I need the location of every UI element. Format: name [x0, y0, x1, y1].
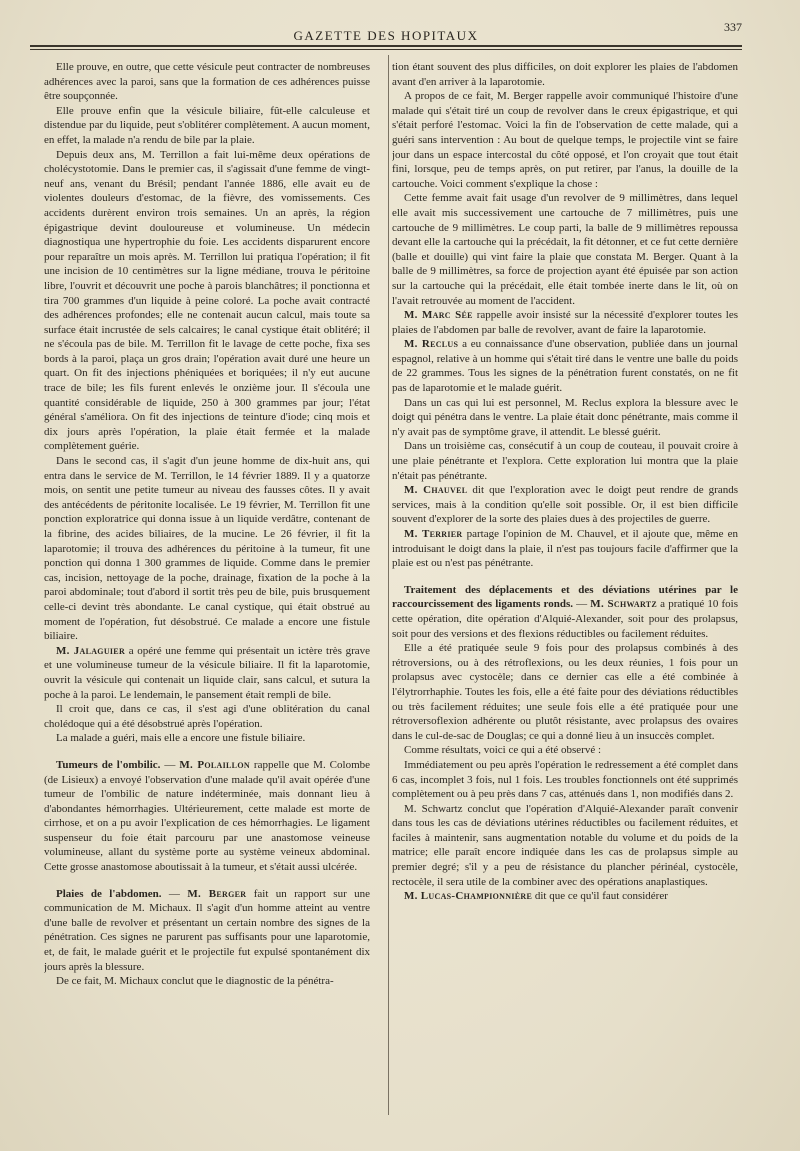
column-divider [388, 55, 389, 1115]
speaker-name: M. Terrier [404, 528, 463, 540]
left-column [44, 60, 370, 1120]
speaker-name: M. Reclus [404, 338, 459, 351]
section-title: Tumeurs de l'ombilic. [56, 758, 161, 771]
speaker-name: M. Schwartz [590, 598, 658, 611]
paragraph-text: a eu connaissance d'une observation, publiée dans un journal espagnol, relative à un homme qui s'était tiré dans le ventre une balle du poids de 22 grammes. Tous les signes de la pénétration furent constatés, on ne fit pas de laparotomie et le malade guérit. [392, 338, 738, 395]
paragraph: Comme résultats, voici ce qui a été observé : [404, 744, 602, 757]
paragraph-text: fait un rapport sur une communication de M. Michaux. Il s'agit d'un homme atteint au ventre d'une balle de revolver et présentant un certain nombre des signes de la pénétration. Ces signes ne parurent pas suffisants pour une laparotomie, et, de fait, le malade guérit et le projectile fut expulsé spontanément dix jours après la blessure. [44, 887, 370, 973]
paragraph-text: dit que ce qu'il faut considérer [532, 890, 668, 903]
speaker-name: M. Polaillon [179, 758, 250, 771]
paragraph-text: rappelle avoir insisté sur la nécessité d'explorer toutes les plaies de l'abdomen par balle de revolver, avant de faire la laparotomie. [392, 309, 738, 336]
paragraph [44, 644, 370, 702]
speaker-name: M. Berger [187, 887, 247, 900]
paragraph-text: a pratiqué 10 fois cette opération, dite opération d'Alquié-Alexander, soit pour des prolapsus, soit pour des versions et des flexions réductibles ou facilement réduites. [392, 598, 738, 640]
section-dash: — [573, 598, 591, 611]
section-dash: — [161, 887, 188, 900]
paragraph: La malade a guéri, mais elle a encore une fistule biliaire. [56, 732, 306, 745]
section-title: Traitement des déplacements et des déviations utérines par le raccourcissement des ligaments ronds. [392, 583, 738, 611]
paragraph: Elle prouve enfin que la vésicule biliaire, fût-elle calculeuse et distendue par du liquide, peut s'oblitérer complètement. A aucun moment, en effet, la malade n'a rendu de bile par la plaie. [44, 104, 370, 146]
page-header [30, 20, 742, 48]
paragraph: Dans un cas qui lui est personnel, M. Reclus explora la blessure avec le doigt qui pénétra dans le ventre. La plaie était donc pénétrante, mais comme il n'y avait pas de symptôme grave, il attendit. Le blessé guérit. [392, 396, 738, 438]
paragraph: Il croit que, dans ce cas, il s'est agi d'une oblitération du canal cholédoque qui a été désobstrué après l'opération. [44, 703, 370, 730]
paragraph-text: dit que l'exploration avec le doigt peut rendre de grands services, mais à la condition qu'elle soit possible. Or, il est bien difficile souvent d'explorer de la sorte des plaies dues à des projectiles de guerre. [392, 484, 738, 526]
paragraph: Dans le second cas, il s'agit d'un jeune homme de dix-huit ans, qui entra dans le service de M. Terrillon, le 14 février 1889. Il y a quatorze mois, on sentit une petite tumeur au niveau des fausses côtes. Il y avait des antécédents de péritonite localisée. Le 19 février, M. Terrillon fit une ponction exploratrice qui donna issue à un liquide verdâtre, contenant de la fibrine, des acides biliaires, de la mucine. Le 26 février, il fit la laparotomie; il trouva des adhérences du péritoine à la tumeur, fit une ponction qui donna 1 300 grammes de liquide. Comme dans le premier cas, incision, nettoyage de la poche, drainage, fixation de la poche à la paroi abdominale; tout d'abord il sortit très peu de bile, puis brusquement celle-ci devint très abondante. Le canal cystique, qui était obstrué au moment de l'opération, fut désobstrué. Ce malade a encore une fistule biliaire. [44, 455, 370, 643]
section-paragraph [392, 583, 738, 641]
header-rule-thick [30, 45, 742, 47]
speaker-name: M. Lucas-Championnière [404, 890, 533, 903]
paragraph: Elle prouve, en outre, que cette vésicule peut contracter de nombreuses adhérences avec la paroi, sans que la formation de ces adhérences puisse être soupçonnée. [44, 61, 370, 103]
section-paragraph [44, 887, 370, 975]
speaker-name: M. Jalaguier [56, 644, 126, 657]
paragraph [392, 889, 738, 904]
paragraph: Cette femme avait fait usage d'un revolver de 9 millimètres, dans lequel elle avait mis successivement une cartouche de 7 millimètres, puis une cartouche de 9 millimètres. Le coup parti, la balle de 9 millimètres repoussa devant elle la cartouche qui la précédait, la fit détonner, et ce fut cette dernière (balle et douille) qui vint faire la plaie que constata M. Berger. Quant à la balle de 9 millimètres, sa force de projection ayant été épuisée par son action sur la cartouche qui la précédait, elle était tombée inerte dans le lit, où on l'avait retrouvée au moment de l'accident. [392, 192, 738, 307]
paragraph [392, 308, 738, 337]
paragraph [392, 527, 738, 571]
spacer [392, 571, 738, 583]
section-dash: — [160, 758, 180, 771]
right-column [392, 60, 738, 1120]
page-number: 337 [724, 20, 742, 34]
paragraph: De ce fait, M. Michaux conclut que le diagnostic de la pénétra- [56, 975, 334, 988]
paragraph [392, 483, 738, 527]
paragraph-text: rappelle que M. Colombe (de Lisieux) a envoyé l'observation d'une malade qu'il avait opérée d'une tumeur de l'ombilic de nature indéterminée, mais donnant lieu à d'abondantes hémorrhagies. Ultérieurement, cette malade est morte de cirrhose, et on a pu avoir l'explication de ces hémorrhagies. Le ligament suspenseur du foie était parcouru par une anastomose veineuse volumineuse, allant du système porte au système veineux abdominal. Cette grosse anastomose aboutissait à la tumeur, et s'était aussi ulcérée. [44, 758, 370, 874]
speaker-name: M. Marc Sée [404, 309, 473, 322]
section-title: Plaies de l'abdomen. [56, 887, 162, 900]
running-title: GAZETTE DES HOPITAUX [293, 28, 479, 43]
paragraph: A propos de ce fait, M. Berger rappelle avoir communiqué l'histoire d'une malade qui s'était tiré un coup de revolver dans le creux épigastrique, et qui s'était perforé l'estomac. Voici la fin de l'observation de cette malade, qui a guéri sans intervention : Au bout de quelque temps, le projectile vint se faire jour dans un espace intercostal du côté opposé, et l'on croyait que tout était fini, lorsque, peu de temps après, on put retirer, par l'anus, la douille de la cartouche. Voici comment s'explique la chose : [392, 90, 738, 190]
paragraph: Dans un troisième cas, consécutif à un coup de couteau, il pouvait croire à une plaie pénétrante et l'explora. Cette exploration lui montra que la plaie n'était pas pénétrante. [392, 440, 738, 482]
paragraph: Immédiatement ou peu après l'opération le redressement a été complet dans 6 cas, incomplet 3 fois, nul 1 fois. Les troubles fonctionnels ont été supprimés complètement ou à peu près dans 7 cas, atténués dans 1, non modifiés dans 2. [392, 758, 738, 801]
paragraph: tion étant souvent des plus difficiles, on doit explorer les plaies de l'abdomen avant d'en arriver à la laparotomie. [392, 61, 738, 88]
paragraph [392, 337, 738, 395]
paragraph: Depuis deux ans, M. Terrillon a fait lui-même deux opérations de cholécystotomie. Dans le premier cas, il s'agissait d'une femme de vingt-neuf ans, venant du Brésil; pendant l'année 1886, elle avait eu de violentes douleurs d'estomac, de la fièvre, des vomissements. Ces accidents durèrent environ trois semaines. Un an après, la région épigastrique devint douloureuse et volumineuse. Un médecin diagnostiqua une hypertrophie du foie. Les accidents disparurent encore pour reparaître un mois après. M. Terrillon lui pratiqua l'opération; il fit une incision de 10 centimètres sur la ligne médiane, trouva le péritoine libre, l'ouvrit et découvrit une poche à parois blanchâtres; il ponctionna et tira 700 grammes d'un liquide à peine coloré. La poche avait contracté des adhérences profondes; elle ne contenait aucun calcul, mais toute sa surface était incrustée de sels calcaires; le canal cystique était oblitéré; il ne s'écoula pas de bile. M. Terrillon fit le lavage de cette poche, fixa ses bords à la paroi, plaça un gros drain; l'opération avait duré une heure un quart. On fit des injections phéniquées et boriquées; il n'y eut aucune trace de bile; les fils furent enlevés le onzième jour. Il s'écoula une quantité considérable de liquide, 250 à 300 grammes par jour; l'état général s'améliora. On fit des injections de teinture d'iode; cinq mois et dix jours après l'opération, la plaie était fermée et la malade complètement guérie. [44, 148, 370, 453]
paragraph-text: a opéré une femme qui présentait un ictère très grave et une volumineuse tumeur de la vésicule biliaire. Il fit la laparotomie, ouvrit la vésicule qui contenait un liquide clair, sans calcul, et sutura la poche à la paroi. Le lendemain, le pansement était rempli de bile. [44, 644, 370, 701]
header-rule-thin [30, 49, 742, 50]
paragraph: Elle a été pratiquée seule 9 fois pour des prolapsus combinés à des rétroversions, ou à des rétroflexions, ou les deux réunies, 1 fois pour un prolapsus avec cystocèle; dans ce dernier cas elle a été combinée à l'élytrorrhaphie. Toutes les fois, elle a été faite pour des déviations réductibles ou très facilement réduites; une seule fois elle a été pratiquée pour une rétroversoflexion adhérente ou plutôt résistante, avec prolapsus des ovaires dans le cul-de-sac de Douglas; ce qui a donné lieu à un insuccès complet. [392, 642, 738, 742]
spacer [44, 746, 370, 758]
spacer [44, 875, 370, 887]
paragraph-text: partage l'opinion de M. Chauvel, et il ajoute que, même en introduisant le doigt dans la plaie, il n'est pas toujours facile d'affirmer que la plaie est ou n'est pas pénétrante. [392, 528, 738, 570]
section-paragraph [44, 758, 370, 875]
paragraph: M. Schwartz conclut que l'opération d'Alquié-Alexander paraît convenir dans tous les cas de déviations utérines réductibles ou facilement réduites, et faciles à maintenir, sans augmentation notable du volume et du poids de la matrice; elle paraît encore indiquée dans les cas de prolapsus simple au premier degré; s'il y a peu de résistance du plancher périnéal, cystocèle, rectocèle, il sera utile de la combiner avec des opérations anaplastiques. [392, 802, 738, 888]
speaker-name: M. Chauvel [404, 484, 468, 497]
